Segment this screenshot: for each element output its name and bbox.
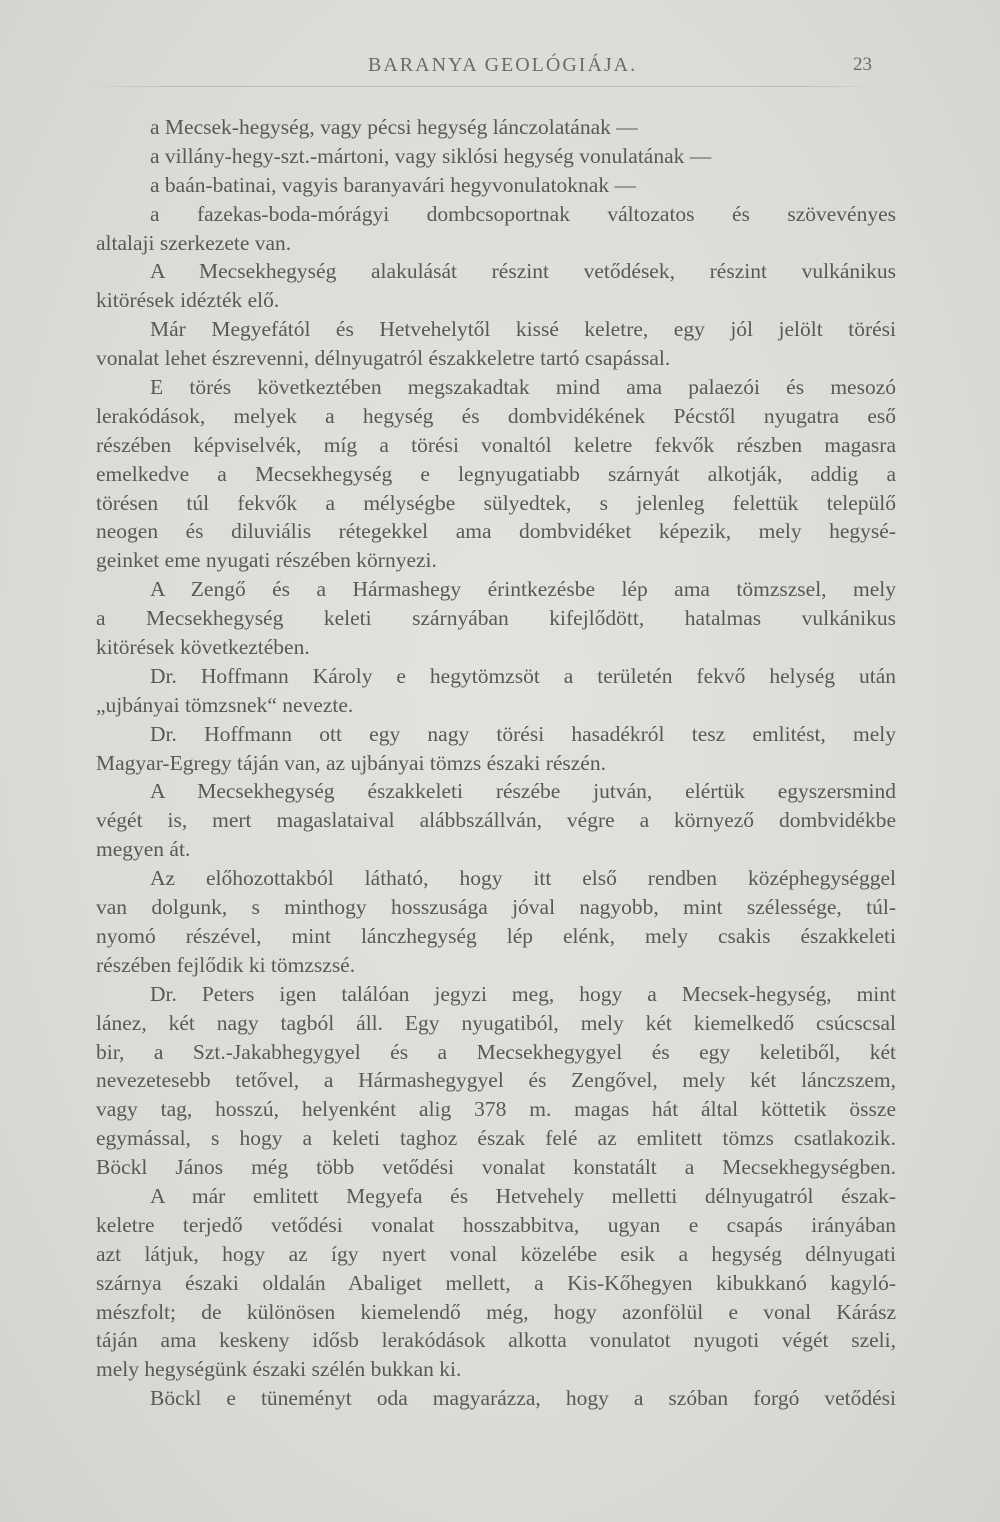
text-line: lerakódások, melyek a hegység és dombvidékének Pécstől nyugatra eső (96, 403, 896, 428)
text-line: E törés következtében megszakadtak mind ama palaezói és mesozó (150, 375, 896, 400)
text-line: kitörések következtében. (96, 635, 310, 660)
text-line: a Mecsek-hegység, vagy pécsi hegység lánczolatának — (150, 115, 638, 139)
running-title: BARANYA GEOLÓGIÁJA. (368, 54, 638, 76)
body-text (96, 113, 896, 1413)
text-line: Dr. Hoffmann Károly e hegytömzsöt a területén fekvő helység után (150, 663, 896, 688)
text-line: táján ama keskeny idősb lerakódások alkotta vonulatot nyugoti végét szeli, (96, 1328, 896, 1353)
text-line: Dr. Hoffmann ott egy nagy törési hasadékról tesz emlitést, mely (150, 721, 896, 746)
text-line: részében fejlődik ki tömzszsé. (96, 952, 356, 977)
text-line: nyomó részével, mint lánczhegység lép elénk, mely csakis északkeleti (96, 923, 896, 948)
text-line: azt látjuk, hogy az így nyert vonal közelébe esik a hegység délnyugati (96, 1241, 896, 1266)
header-rule (90, 86, 880, 87)
text-line: Már Megyefától és Hetvehelytől kissé keletre, egy jól jelölt törési (150, 317, 896, 342)
text-line: megyen át. (96, 837, 191, 862)
running-head (0, 54, 1000, 84)
text-line: nevezetesebb tetővel, a Hármashegygyel és Zengővel, mely két lánczszem, (96, 1068, 896, 1093)
text-line: van dolgunk, s minthogy hosszusága jóval nagyobb, mint szélessége, túl- (96, 895, 896, 920)
text-line: a baán-batinai, vagyis baranyavári hegyvonulatoknak — (150, 172, 636, 197)
text-line: kitörések idézték elő. (96, 288, 280, 313)
text-line: a fazekas-boda-mórágyi dombcsoportnak változatos és szövevényes (150, 201, 896, 226)
text-line: A Mecsekhegység északkeleti részébe jutván, elértük egyszersmind (150, 779, 896, 804)
text-line: a Mecsekhegység keleti szárnyában kifejlődött, hatalmas vulkánikus (96, 606, 896, 631)
text-line: keletre terjedő vetődési vonalat hosszabbitva, ugyan e csapás irányában (96, 1212, 896, 1237)
text-line: végét is, mert magaslataival alábbszállván, végre a környező dombvidékbe (96, 808, 896, 833)
text-line: mely hegységünk északi szélén bukkan ki. (96, 1357, 462, 1382)
text-line: A Zengő és a Hármashegy érintkezésbe lép ama tömzszsel, mely (150, 577, 896, 602)
text-line: vagy tag, hosszú, helyenként alig 378 m. magas hát által köttetik össze (96, 1097, 896, 1122)
text-line: Az előhozottakból látható, hogy itt első rendben középhegységgel (150, 866, 896, 891)
text-line: „ujbányai tömzsnek“ nevezte. (96, 692, 354, 717)
text-line: emelkedve a Mecsekhegység e legnyugatiabb szárnyát alkotják, addig a (96, 461, 896, 486)
text-line: A már emlitett Megyefa és Hetvehely melletti délnyugatról észak- (150, 1183, 896, 1208)
text-line: lánez, két nagy tagból áll. Egy nyugatiból, mely két kiemelkedő csúcscsal (96, 1010, 896, 1035)
text-line: Böckl e tüneményt oda magyarázza, hogy a szóban forgó vetődési (150, 1386, 896, 1411)
text-line: mészfolt; de különösen kiemelendő még, hogy azonfölül e vonal Kárász (96, 1299, 896, 1324)
text-line: szárnya északi oldalán Abaliget mellett, a Kis-Kőhegyen kibukkanó kagyló- (96, 1270, 896, 1295)
text-line: altalaji szerkezete van. (96, 230, 292, 255)
text-line: Magyar-Egregy táján van, az ujbányai tömzs északi részén. (96, 750, 606, 775)
page-number: 23 (853, 54, 872, 75)
text-line: neogen és diluviális rétegekkel ama dombvidéket képezik, mely hegysé- (96, 519, 896, 544)
text-line: bir, a Szt.-Jakabhegygyel és a Mecsekhegygyel és egy keletiből, két (96, 1039, 896, 1064)
text-line: egymással, s hogy a keleti taghoz észak felé az emlitett tömzs csatlakozik. (96, 1126, 896, 1151)
text-line: Dr. Peters igen találóan jegyzi meg, hogy a Mecsek-hegység, mint (150, 981, 896, 1006)
text-line: A Mecsekhegység alakulását részint vetődések, részint vulkánikus (150, 259, 896, 284)
text-line: törésen túl fekvők a mélységbe sülyedtek, s jelenleg felettük települő (96, 490, 896, 515)
text-line: vonalat lehet észrevenni, délnyugatról északkeletre tartó csapással. (96, 346, 671, 371)
text-line: Böckl János még több vetődési vonalat konstatált a Mecsekhegységben. (96, 1155, 896, 1180)
text-line: geinket eme nyugati részében környezi. (96, 548, 437, 573)
text-line: a villány-hegy-szt.-mártoni, vagy siklósi hegység vonulatának — (150, 143, 712, 168)
text-line: részében képviselvék, míg a törési vonaltól keletre fekvők részben magasra (96, 432, 896, 457)
